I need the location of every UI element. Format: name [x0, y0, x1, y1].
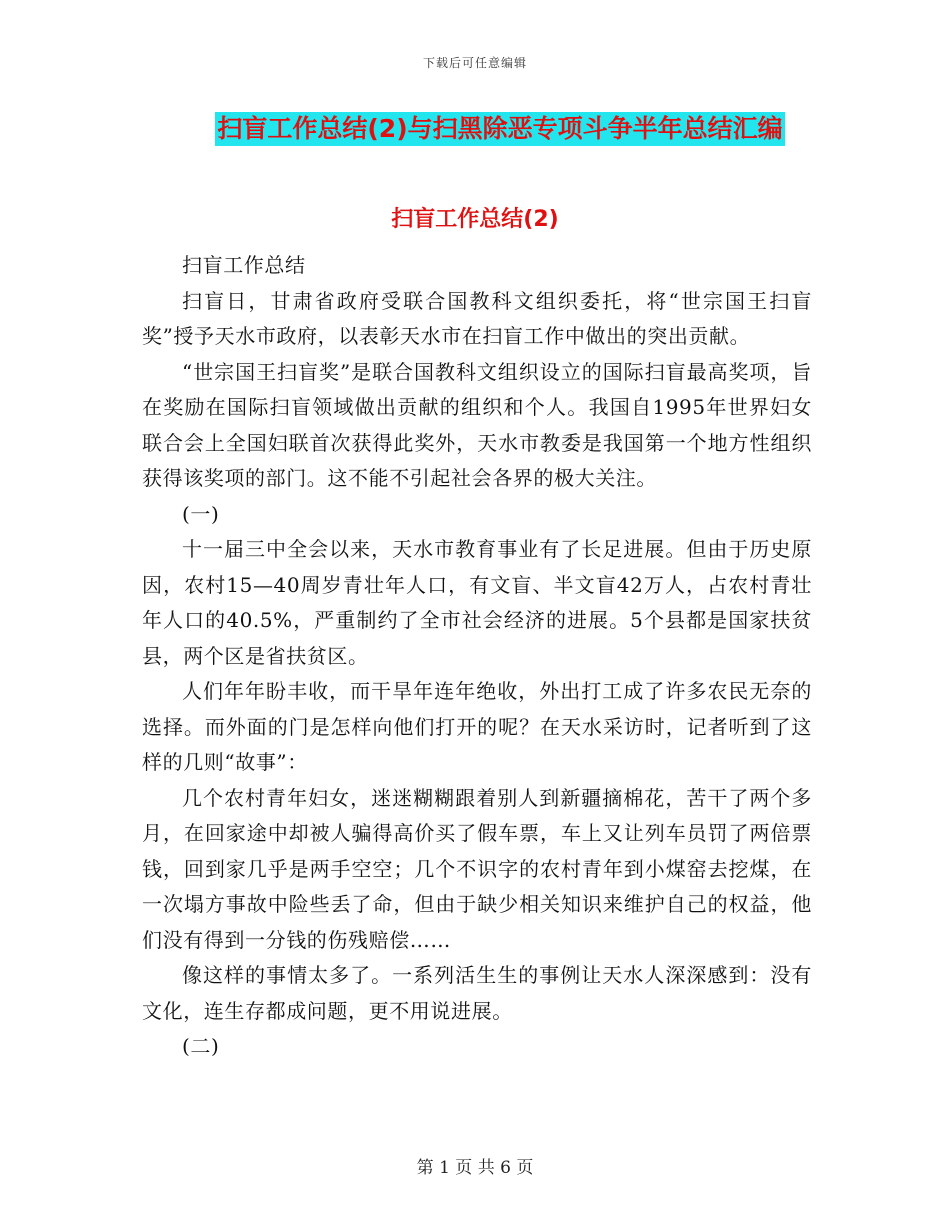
paragraph: “世宗国王扫盲奖”是联合国教科文组织设立的国际扫盲最高奖项，旨在奖励在国际扫盲领域做出贡献的组织和个人。我国自1995年世界妇女联合会上全国妇联首次获得此奖外，天水市教委是我国第一个地方性组织获得该奖项的部门。这不能不引起社会各界的极大关注。 — [142, 359, 812, 490]
paragraph: 像这样的事情太多了。一系列活生生的事例让天水人深深感到：没有文化，连生存都成问题，更不用说进展。 — [142, 963, 812, 1023]
paragraph: 几个农村青年妇女，迷迷糊糊跟着别人到新疆摘棉花，苦干了两个多月，在回家途中却被人骗得高价买了假车票，车上又让列车员罚了两倍票钱，回到家几乎是两手空空；几个不识字的农村青年到小煤窑去挖煤，在一次塌方事故中险些丢了命，但由于缺少相关知识来维护自己的权益，他们没有得到一分钱的伤残赔偿…… — [142, 785, 812, 952]
paragraph: (二) — [182, 1034, 220, 1058]
paragraph: 扫盲日，甘肃省政府受联合国教科文组织委托，将“世宗国王扫盲奖”授予天水市政府，以表彰天水市在扫盲工作中做出的突出贡献。 — [142, 288, 812, 348]
main-title-container — [0, 112, 950, 146]
document-main-title: 扫盲工作总结(2)与扫黑除恶专项斗争半年总结汇编 — [215, 112, 784, 146]
page-footer: 第 1 页 共 6 页 — [416, 1158, 534, 1178]
paragraph: 十一届三中全会以来，天水市教育事业有了长足进展。但由于历史原因，农村15—40周岁青壮年人口，有文盲、半文盲42万人，占农村青壮年人口的40.5%，严重制约了全市社会经济的进展。5个县都是国家扶贫县，两个区是省扶贫区。 — [142, 537, 812, 668]
document-body — [142, 248, 812, 1065]
paragraph: (一) — [182, 501, 220, 526]
page-header-note: 下载后可任意编辑 — [422, 56, 527, 70]
section-title: 扫盲工作总结(2) — [391, 207, 559, 232]
paragraph: 扫盲工作总结 — [182, 253, 306, 277]
paragraph: 人们年年盼丰收，而干旱年连年绝收，外出打工成了许多农民无奈的选择。而外面的门是怎样向他们打开的呢？在天水采访时，记者听到了这样的几则“故事”： — [142, 679, 812, 774]
